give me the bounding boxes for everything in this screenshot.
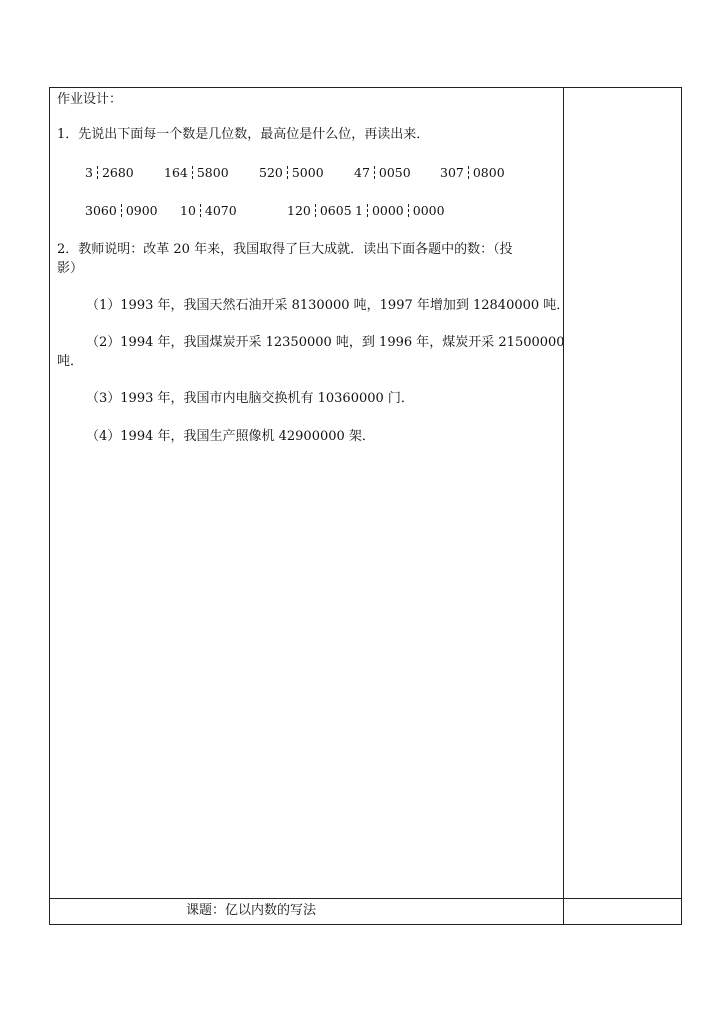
question-2-item-4: （4）1994 年，我国生产照像机 42900000 架． (86, 429, 375, 444)
number-row-2 (50, 202, 563, 220)
number-item: 1 0000 0000 (355, 203, 445, 218)
number-item: 3 2680 (85, 165, 134, 180)
number-item: 520 5000 (259, 165, 324, 180)
number-item: 164 5800 (164, 165, 229, 180)
number-item: 307 0800 (440, 165, 505, 180)
lesson-table (49, 87, 682, 925)
question-1: 1．先说出下面每一个数是几位数，最高位是什么位，再读出来． (57, 127, 430, 142)
number-row-1 (50, 164, 563, 182)
row-divider (50, 898, 681, 899)
footer-lesson-title: 课题：亿以内数的写法 (186, 903, 317, 918)
question-2-item-2: （2）1994 年，我国煤炭开采 12350000 吨，到 1996 年，煤炭开采 21500000 (86, 335, 565, 350)
number-item: 10 4070 (180, 203, 237, 218)
number-item: 120 0605 (287, 203, 352, 218)
question-2-item-1: （1）1993 年，我国天然石油开采 8130000 吨，1997 年增加到 12840000 吨． (86, 298, 570, 313)
question-2-line-1: 2．教师说明：改革 20 年来，我国取得了巨大成就．读出下面各题中的数：（投 (57, 242, 513, 257)
question-2-item-2-continued: 吨． (57, 354, 84, 369)
section-title: 作业设计： (57, 92, 123, 107)
column-divider (563, 88, 564, 924)
number-item: 47 0050 (354, 165, 411, 180)
number-item: 3060 0900 (85, 203, 158, 218)
question-2-line-2: 影） (57, 261, 84, 276)
question-2-item-3: （3）1993 年，我国市内电脑交换机有 10360000 门． (86, 391, 414, 406)
